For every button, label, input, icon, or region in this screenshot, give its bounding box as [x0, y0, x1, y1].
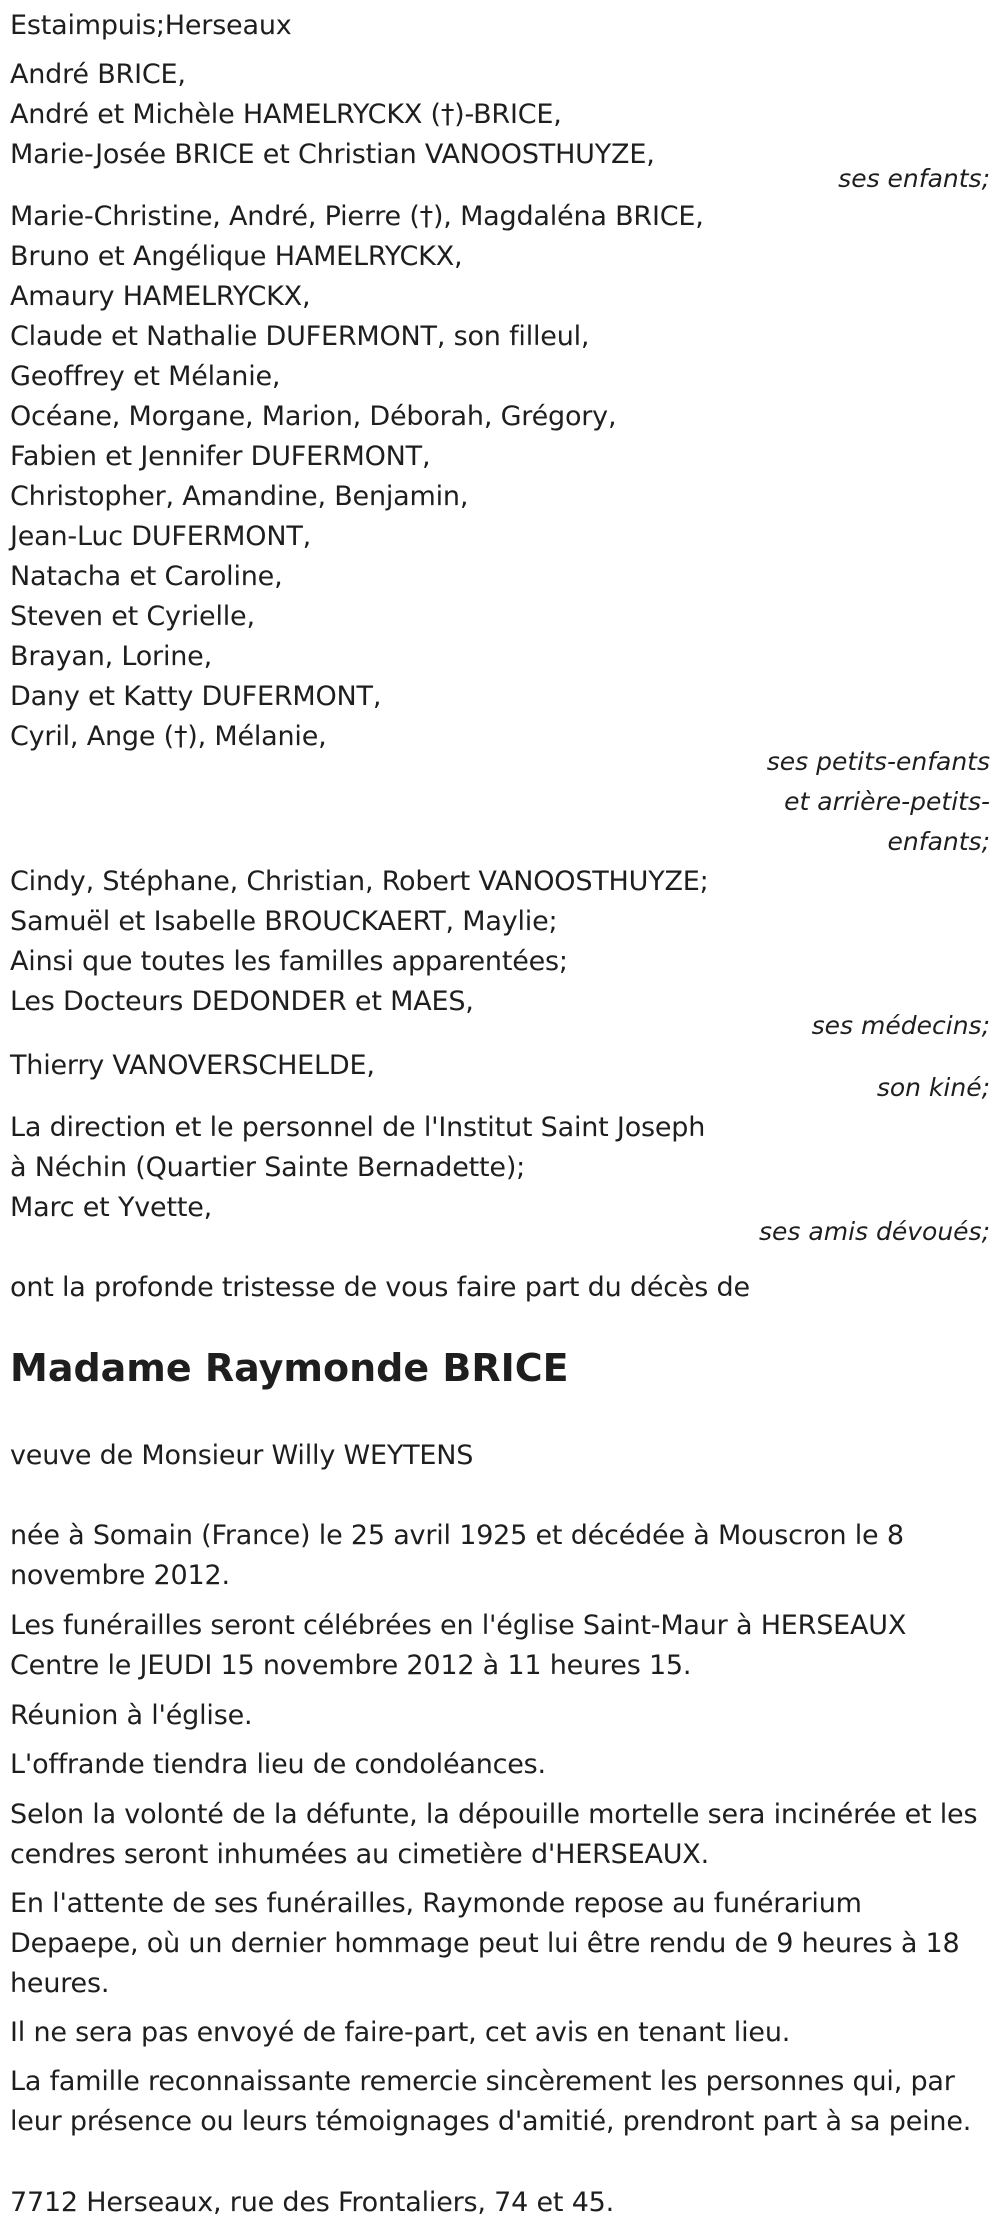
list-item: Les Docteurs DEDONDER et MAES,: [10, 986, 474, 1017]
list-item: André BRICE,: [10, 59, 186, 90]
grandchildren-list: [10, 197, 704, 757]
list-item: Ainsi que toutes les familles apparentées;: [10, 946, 568, 977]
relatives-list: [10, 862, 709, 1022]
address: 7712 Herseaux, rue des Frontaliers, 74 et 45.: [10, 2187, 615, 2218]
role-line: et arrière-petits-: [784, 787, 990, 816]
location-header: Estaimpuis;Herseaux: [10, 10, 292, 41]
children-role: ses enfants;: [838, 164, 990, 193]
list-item: Marie-Josée BRICE et Christian VANOOSTHUYZE,: [10, 139, 655, 170]
list-item: Cyril, Ange (†), Mélanie,: [10, 721, 327, 752]
friends-list: [10, 1108, 705, 1228]
list-item: Natacha et Caroline,: [10, 561, 283, 592]
list-item: Dany et Katty DUFERMONT,: [10, 681, 382, 712]
list-item: Marie-Christine, André, Pierre (†), Magdaléna BRICE,: [10, 201, 704, 232]
list-item: Brayan, Lorine,: [10, 641, 212, 672]
list-item: Cindy, Stéphane, Christian, Robert VANOOSTHUYZE;: [10, 866, 709, 897]
grandchildren-role: [690, 742, 990, 862]
meeting-paragraph: Réunion à l'église.: [10, 1700, 253, 1731]
list-item: Samuël et Isabelle BROUCKAERT, Maylie;: [10, 906, 558, 937]
list-item: Geoffrey et Mélanie,: [10, 361, 281, 392]
physio-role: son kiné;: [876, 1073, 990, 1102]
list-item: Steven et Cyrielle,: [10, 601, 255, 632]
list-item: Océane, Morgane, Marion, Déborah, Grégory,: [10, 401, 617, 432]
list-item: La direction et le personnel de l'Institut Saint Joseph: [10, 1112, 706, 1143]
funerarium-paragraph: En l'attente de ses funérailles, Raymonde repose au funérarium Depaepe, où un dernier hommage peut lui être rendu de 9 heures à 18 heures.: [10, 1888, 960, 1999]
list-item: Marc et Yvette,: [10, 1192, 213, 1223]
physio-name: Thierry VANOVERSCHELDE,: [10, 1050, 375, 1081]
list-item: Claude et Nathalie DUFERMONT, son filleul,: [10, 321, 590, 352]
widow-of: veuve de Monsieur Willy WEYTENS: [10, 1440, 474, 1471]
deceased-name: Madame Raymonde BRICE: [10, 1346, 569, 1390]
doctors-role: ses médecins;: [811, 1011, 990, 1040]
list-item: Fabien et Jennifer DUFERMONT,: [10, 441, 431, 472]
friends-role: ses amis dévoués;: [759, 1217, 990, 1246]
list-item: André et Michèle HAMELRYCKX (†)-BRICE,: [10, 99, 562, 130]
thanks-paragraph: La famille reconnaissante remercie sincèrement les personnes qui, par leur présence ou leurs témoignages d'amitié, prendront part à sa peine.: [10, 2066, 972, 2137]
list-item: Amaury HAMELRYCKX,: [10, 281, 311, 312]
list-item: Jean-Luc DUFERMONT,: [10, 521, 312, 552]
list-item: Bruno et Angélique HAMELRYCKX,: [10, 241, 463, 272]
offering-paragraph: L'offrande tiendra lieu de condoléances.: [10, 1749, 546, 1780]
role-line: ses petits-enfants: [766, 747, 990, 776]
cremation-paragraph: Selon la volonté de la défunte, la dépouille mortelle sera incinérée et les cendres seront inhumées au cimetière d'HERSEAUX.: [10, 1799, 978, 1870]
children-list: [10, 55, 655, 175]
announcement: ont la profonde tristesse de vous faire part du décès de: [10, 1272, 750, 1303]
birth-death-paragraph: née à Somain (France) le 25 avril 1925 et décédée à Mouscron le 8 novembre 2012.: [10, 1520, 904, 1591]
notice-paragraph: Il ne sera pas envoyé de faire-part, cet avis en tenant lieu.: [10, 2017, 791, 2048]
list-item: Christopher, Amandine, Benjamin,: [10, 481, 469, 512]
funeral-paragraph: Les funérailles seront célébrées en l'église Saint-Maur à HERSEAUX Centre le JEUDI 15 novembre 2012 à 11 heures 15.: [10, 1610, 907, 1681]
list-item: à Néchin (Quartier Sainte Bernadette);: [10, 1152, 526, 1183]
role-line: enfants;: [887, 827, 990, 856]
